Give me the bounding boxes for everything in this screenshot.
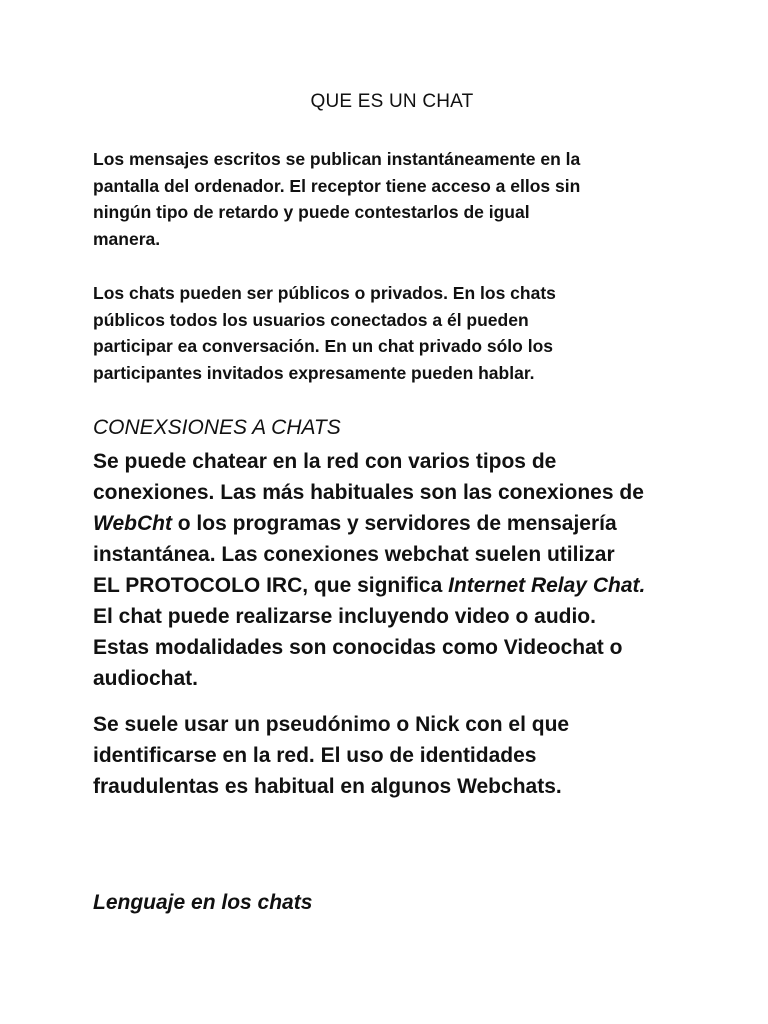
text-line: Los chats pueden ser públicos o privados. En los chats [93,283,556,303]
text-line: instantánea. Las conexiones webchat suelen utilizar [93,543,615,566]
text-line: Se suele usar un pseudónimo o Nick con el que [93,713,570,736]
subheading-chat-language: Lenguaje en los chats [93,891,313,914]
paragraph-connections [93,446,683,694]
text-line [93,570,683,601]
text-segment: o los programas y servidores de mensajería [171,512,617,535]
text-line: Se puede chatear en la red con varios tipos de [93,450,557,473]
section-heading-connections: CONEXSIONES A CHATS [93,416,341,439]
paragraph-public-private [93,280,673,386]
document-title: QUE ES UN CHAT [310,91,474,112]
paragraph-nickname [93,709,683,802]
text-line: ningún tipo de retardo y puede contestarlos de igual [93,202,530,222]
text-line: audiochat. [93,667,199,690]
text-line: fraudulentas es habitual en algunos Webchats. [93,775,562,798]
text-line: pantalla del ordenador. El receptor tiene acceso a ellos sin [93,175,581,196]
text-line: identificarse en la red. El uso de identidades [93,744,537,767]
text-line: participantes invitados expresamente pueden hablar. [93,362,535,383]
text-line: manera. [93,228,161,249]
italic-term-irc: Internet Relay Chat. [448,574,646,597]
italic-term-webcht: WebCht [93,512,172,535]
text-line: conexiones. Las más habituales son las conexiones de [93,481,644,504]
text-line: participar ea conversación. En un chat privado sólo los [93,336,553,356]
text-line: El chat puede realizarse incluyendo video o audio. [93,605,596,628]
text-line: Estas modalidades son conocidas como Videochat o [93,636,623,659]
paragraph-messages [93,146,673,252]
text-line: públicos todos los usuarios conectados a él pueden [93,309,529,330]
text-segment: EL PROTOCOLO IRC, que significa [93,574,449,597]
text-line: Los mensajes escritos se publican instantáneamente en la [93,149,581,169]
text-line [93,508,683,539]
